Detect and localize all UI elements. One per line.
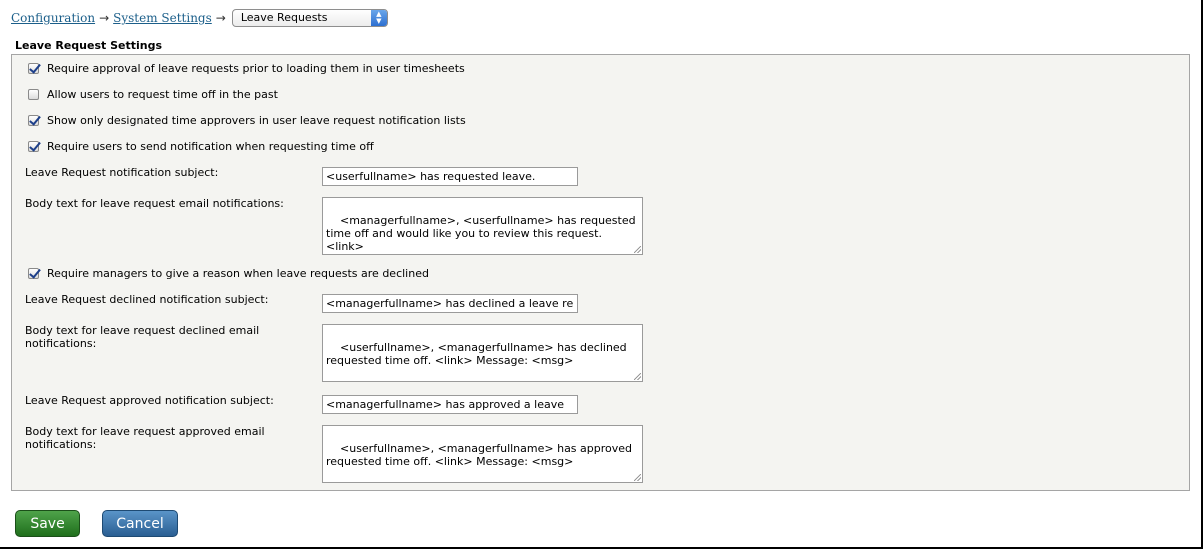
breadcrumb-link-configuration[interactable]: Configuration [11,11,96,25]
allow-past-requests-row[interactable] [28,88,278,101]
section-title: Leave Request Settings [15,39,163,52]
decline-reason-row[interactable] [28,267,429,280]
allow-past-requests-label: Allow users to request time off in the past [47,88,278,101]
cancel-button[interactable]: Cancel [102,510,178,537]
request-body-label: Body text for leave request email notifications: [25,197,284,210]
require-notification-label: Require users to send notification when requesting time off [47,140,374,153]
select-stepper-icon: ▲ ▼ [371,10,387,26]
request-subject-label: Leave Request notification subject: [25,166,219,179]
declined-subject-input[interactable]: <managerfullname> has declined a leave re [322,294,578,313]
designated-approvers-row[interactable] [28,114,466,127]
declined-body-textarea[interactable] [322,324,643,382]
breadcrumb-separator: → [215,11,226,25]
decline-reason-checkbox[interactable] [28,268,39,279]
leave-request-settings-panel [11,54,1190,491]
breadcrumb [11,9,388,27]
resize-grip-icon[interactable] [634,373,641,380]
declined-body-label: Body text for leave request declined email notifications: [25,324,260,350]
breadcrumb-separator: → [99,11,110,25]
approved-subject-input[interactable]: <managerfullname> has approved a leave [322,395,578,414]
resize-grip-icon[interactable] [634,474,641,481]
require-notification-checkbox[interactable] [28,141,39,152]
approved-subject-label: Leave Request approved notification subject: [25,394,274,407]
approval-required-label: Require approval of leave requests prior to loading them in user timesheets [47,62,465,75]
require-notification-row[interactable] [28,140,374,153]
designated-approvers-checkbox[interactable] [28,115,39,126]
approved-body-textarea[interactable] [322,425,643,483]
approval-required-checkbox[interactable] [28,63,39,74]
save-button[interactable]: Save [15,510,80,537]
breadcrumb-link-system-settings[interactable]: System Settings [113,11,212,25]
request-body-text: <managerfullname>, <userfullname> has requested time off and would like you to review this request. <link> [326,214,636,253]
designated-approvers-label: Show only designated time approvers in user leave request notification lists [47,114,466,127]
declined-subject-label: Leave Request declined notification subject: [25,293,269,306]
approved-body-text: <userfullname>, <managerfullname> has approved requested time off. <link> Message: <msg> [326,442,636,468]
allow-past-requests-checkbox[interactable] [28,89,39,100]
declined-body-text: <userfullname>, <managerfullname> has declined requested time off. <link> Message: <msg> [326,341,631,367]
resize-grip-icon[interactable] [634,246,641,253]
request-body-textarea[interactable] [322,197,643,255]
decline-reason-label: Require managers to give a reason when leave requests are declined [47,267,429,280]
settings-page-select-value: Leave Requests [240,11,328,24]
approved-body-label: Body text for leave request approved email notifications: [25,425,265,451]
request-subject-input[interactable]: <userfullname> has requested leave. [322,167,578,186]
approval-required-row[interactable] [28,62,465,75]
settings-page-select[interactable] [232,9,388,27]
